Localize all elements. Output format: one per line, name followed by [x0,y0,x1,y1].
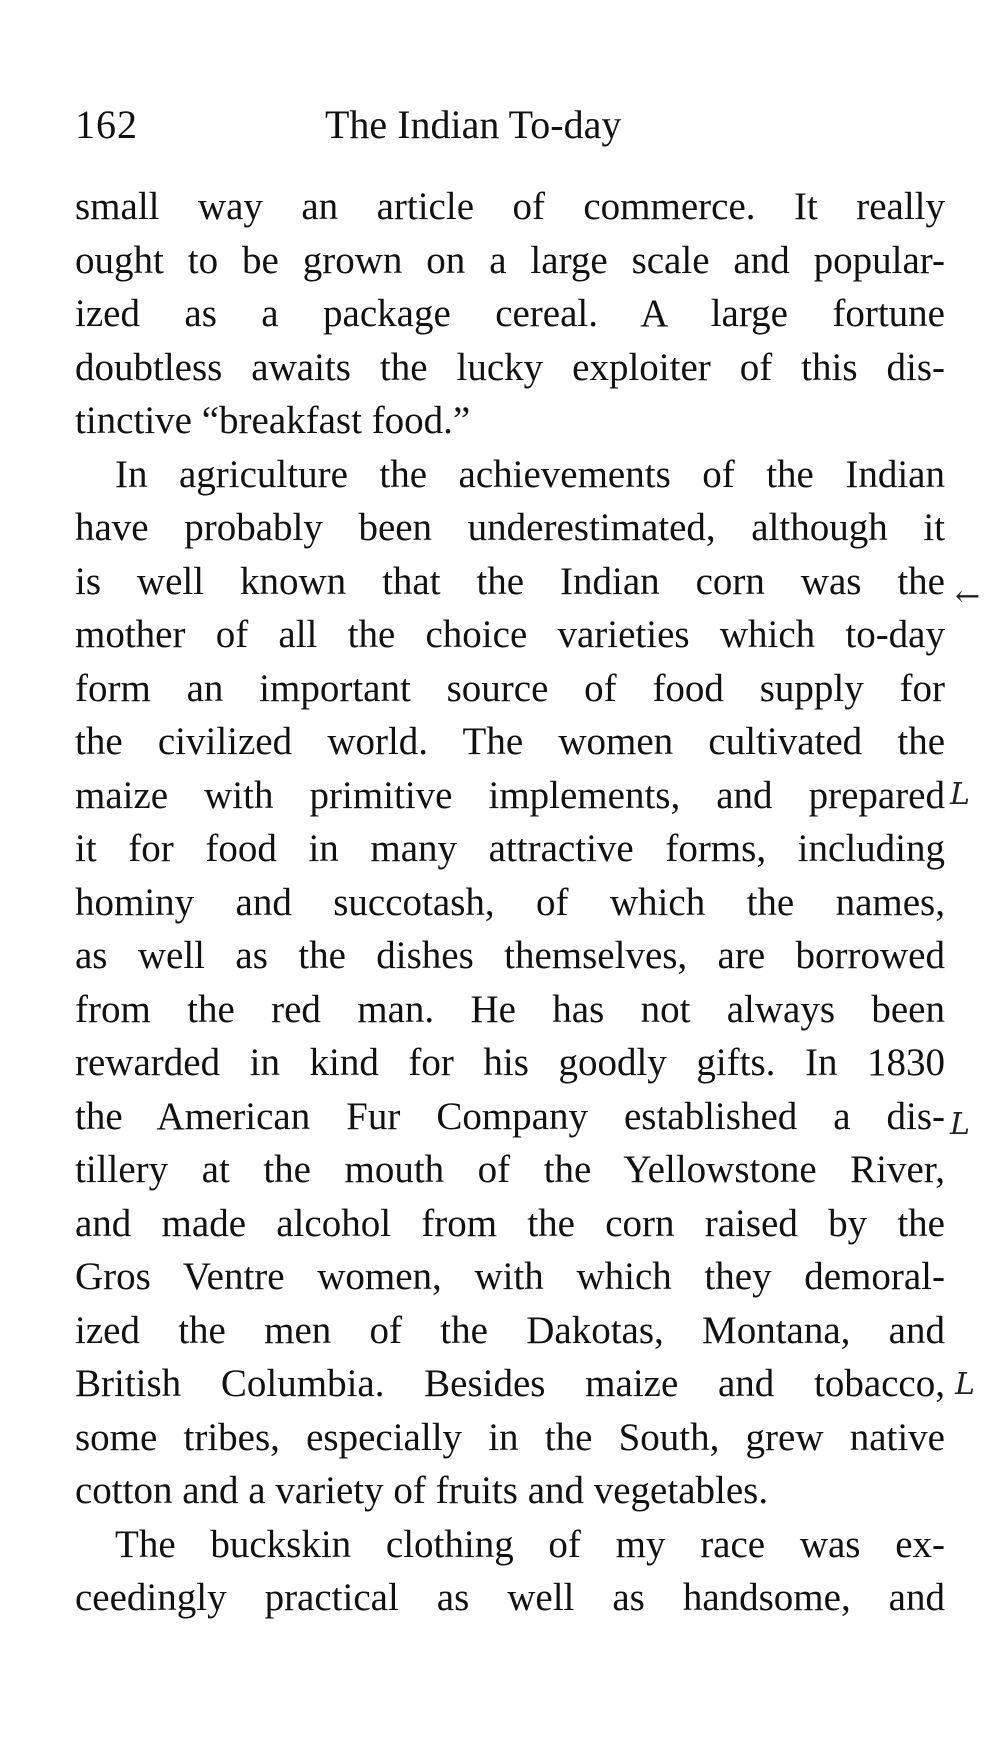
text-line: tillery at the mouth of the Yellowstone River, [75,1148,945,1191]
text-line: form an important source of food supply for [75,666,945,710]
page-number: 162 [75,102,138,147]
text-line: small way an article of commerce. It really [75,185,945,228]
body-text [75,180,945,1625]
paragraph-3 [75,1518,945,1625]
text-line: The buckskin clothing of my race was ex- [115,1522,945,1566]
running-title: The Indian To-day [325,102,622,147]
margin-proof-mark: L [950,1107,970,1142]
text-line: some tribes, especially in the South, grew native [75,1415,945,1459]
margin-proof-mark: L [950,777,970,812]
text-line: In agriculture the achievements of the Indian [115,452,945,496]
text-line: ought to be grown on a large scale and popular- [75,238,945,282]
margin-proof-mark: L [955,1367,975,1402]
text-line: hominy and succotash, of which the names, [75,880,945,924]
text-line: it for food in many attractive forms, including [75,827,945,870]
text-line: the civilized world. The women cultivated the [75,720,945,763]
text-line: ized as a package cereal. A large fortune [75,292,945,335]
text-line: doubtless awaits the lucky exploiter of this dis- [75,345,945,389]
text-line: cotton and a variety of fruits and vegetables. [75,1469,769,1512]
text-line: is well known that the Indian corn was the [75,559,945,603]
text-line: mother of all the choice varieties which to-day [75,613,945,656]
text-line: maize with primitive implements, and prepared [75,773,945,817]
text-line: the American Fur Company established a dis- [75,1094,945,1138]
text-line: ceedingly practical as well as handsome, and [75,1576,945,1619]
text-line: from the red man. He has not always been [75,987,945,1031]
text-line: British Columbia. Besides maize and tobacco, [75,1362,945,1405]
text-line: as well as the dishes themselves, are borrowed [75,934,945,977]
paragraph-2 [75,448,945,1518]
paragraph-1 [75,180,945,448]
text-line: and made alcohol from the corn raised by the [75,1201,945,1245]
page-header [75,100,945,150]
text-line: tinctive “breakfast food.” [75,399,471,442]
text-line: ized the men of the Dakotas, Montana, and [75,1308,945,1352]
margin-proof-mark: ← [955,579,981,614]
text-line: have probably been underestimated, although it [75,506,945,549]
text-line: rewarded in kind for his goodly gifts. In 1830 [75,1041,945,1084]
text-line: Gros Ventre women, with which they demoral- [75,1255,945,1298]
